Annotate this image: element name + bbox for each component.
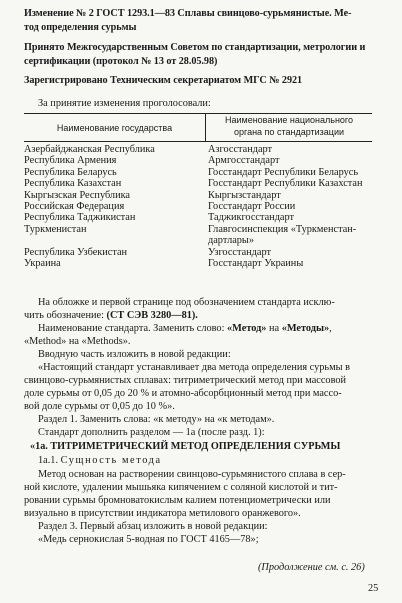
table-cell-state: Республика Армения <box>24 155 117 167</box>
table-cell-body: Узгосстандарт <box>208 246 271 258</box>
para-9-line-4: визуально в присутствии индикатора метилового оранжевого». <box>24 508 301 519</box>
table-cell-body: Таджикгосстандарт <box>208 212 295 224</box>
table-cell-state: Республика Таджикистан <box>24 212 136 224</box>
table-cell-body: Госстандарт Республики Беларусь <box>208 166 359 178</box>
para-4-line-4: вой доле сурьмы от 0,05 до 10 %». <box>24 401 175 412</box>
table-cell-body: Кыргызстандарт <box>208 189 281 201</box>
table-top-rule <box>24 113 372 114</box>
para-4-line-3: доле сурьмы от 0,05 до 20 % и атомно-абсорбционный метод при массо- <box>24 388 342 399</box>
vote-intro: За принятие изменения проголосовали: <box>38 98 211 109</box>
table-cell-body: дартлары» <box>208 235 254 247</box>
para-5: Раздел 1. Заменить слова: «к методу» на «к методам». <box>38 414 275 425</box>
para-4-line-2: свинцово-сурьмянистых сплавах: титриметрический метод при массовой <box>24 375 347 386</box>
table-header-rule <box>24 141 372 142</box>
para-2-line-2: «Method» на «Methods». <box>24 336 131 347</box>
table-cell-body: Армгосстандарт <box>208 155 280 167</box>
table-cell-body: Госстандарт России <box>208 201 296 212</box>
para-10: Раздел 3. Первый абзац изложить в новой редакции: <box>38 521 268 532</box>
para-2-line-1: Наименование стандарта. Заменить слово: «Метод» на «Методы», <box>38 323 332 334</box>
para-9-line-2: ной кислоте, удалении мышьяка кипячением с соляной кислотой и тит- <box>24 482 338 493</box>
section-1a-title: «1а. ТИТРИМЕТРИЧЕСКИЙ МЕТОД ОПРЕДЕЛЕНИЯ СУРЬМЫ <box>30 441 341 452</box>
table-cell-state: Республика Узбекистан <box>24 246 128 258</box>
table-cell-state: Республика Беларусь <box>24 166 117 178</box>
para-9-line-1: Метод основан на растворении свинцово-сурьмянистого сплава в сер- <box>38 469 346 480</box>
header-line-2: тод определения сурьмы <box>24 22 137 33</box>
para-4-line-1: «Настоящий стандарт устанавливает два метода определения сурьмы в <box>38 362 350 373</box>
table-cell-body: Азгосстандарт <box>208 144 273 155</box>
para-3: Вводную часть изложить в новой редакции: <box>38 349 231 360</box>
table-cell-state: Туркменистан <box>24 223 87 235</box>
header-line-3: Принято Межгосударственным Советом по стандартизации, метрологии и <box>24 42 366 53</box>
removed-designation: (СТ СЭВ 3280—81). <box>106 310 198 321</box>
table-cell-body: Главгосинспекция «Туркменстан- <box>208 223 357 235</box>
subsection-1a-1: 1а.1. Сущность метода <box>38 455 162 466</box>
table-cell-body: Госстандарт Украины <box>208 258 304 269</box>
table-cell-state: Украина <box>24 258 61 269</box>
table-header-body-line-2: органа по стандартизации <box>233 127 344 137</box>
table-cell-state: Российская Федерация <box>24 201 125 212</box>
para-1-line-1: На обложке и первой странице под обозначением стандарта исклю- <box>38 297 335 308</box>
header-line-4: сертификации (протокол № 13 от 28.05.98) <box>24 56 218 67</box>
table-cell-state: Азербайджанская Республика <box>24 144 155 155</box>
para-11: «Медь сернокислая 5-водная по ГОСТ 4165—78»; <box>38 534 259 545</box>
table-cell-body: Госстандарт Республики Казахстан <box>208 178 363 190</box>
para-9-line-3: ровании сурьмы бромноватокислым калием потенциометрически или <box>24 495 331 506</box>
para-6: Стандарт дополнить разделом — 1а (после разд. 1): <box>38 427 265 438</box>
table-header-body-line-1: Наименование национального <box>224 115 354 125</box>
continued-note: (Продолжение см. с. 26) <box>258 562 365 573</box>
page-number: 25 <box>368 583 379 594</box>
table-cell-state: Кыргызская Республика <box>24 189 131 201</box>
header-line-1: Изменение № 2 ГОСТ 1293.1—83 Сплавы свинцово-сурьмянистые. Ме- <box>24 8 352 19</box>
table-header-state: Наименование государства <box>56 123 173 133</box>
header-line-5: Зарегистрировано Техническим секретариатом МГС № 2921 <box>24 75 303 86</box>
table-cell-state: Республика Казахстан <box>24 178 122 190</box>
para-1-line-2: чить обозначение: (СТ СЭВ 3280—81). <box>24 310 198 321</box>
